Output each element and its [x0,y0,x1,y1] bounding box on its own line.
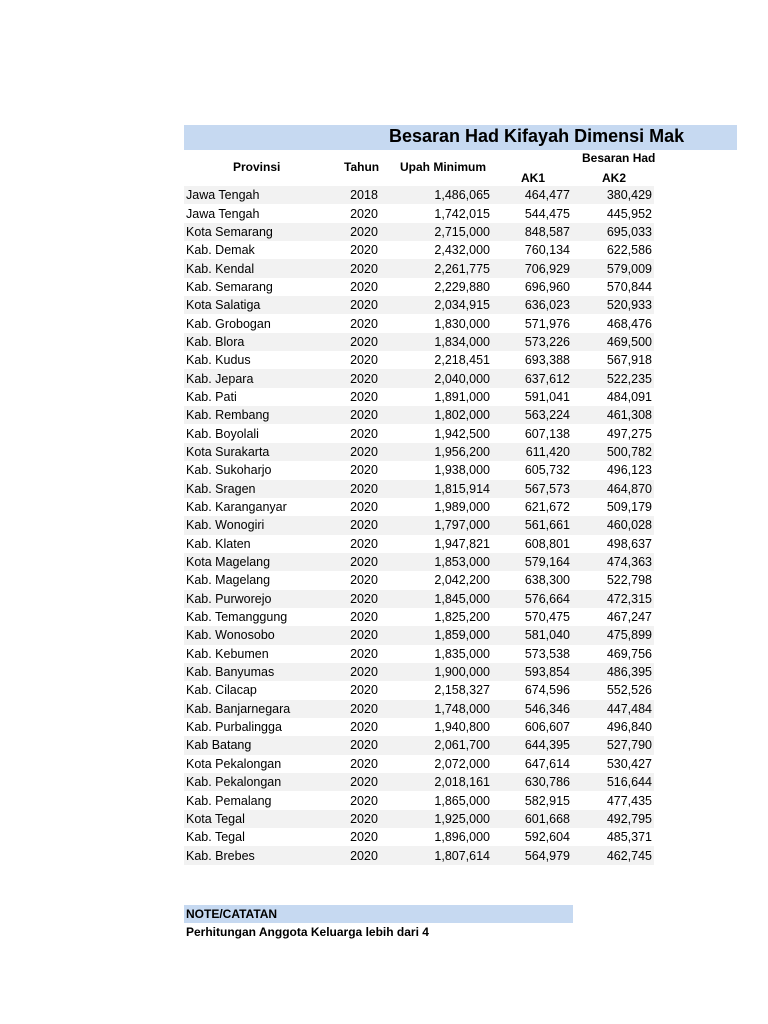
cell-provinsi: Kab. Klaten [186,536,251,551]
cell-upah-minimum: 1,815,914 [434,481,490,496]
cell-upah-minimum: 1,938,000 [434,463,490,478]
cell-provinsi: Kab. Banjarnegara [186,701,291,716]
cell-ak1: 567,573 [524,481,570,496]
table-row [184,443,654,461]
cell-tahun: 2020 [350,683,378,698]
cell-provinsi: Kab. Cilacap [186,683,257,698]
cell-provinsi: Kab. Pemalang [186,793,272,808]
cell-ak1: 591,041 [524,389,570,404]
cell-upah-minimum: 1,865,000 [434,793,490,808]
table-row [184,828,654,846]
table-row [184,223,654,241]
cell-tahun: 2020 [350,628,378,643]
cell-upah-minimum: 2,042,200 [434,573,490,588]
cell-provinsi: Kab. Kendal [186,261,255,276]
cell-ak2: 445,952 [606,206,652,221]
cell-tahun: 2020 [350,610,378,625]
table-row [184,626,654,644]
note-label: NOTE/CATATAN [184,905,573,923]
cell-ak2: 474,363 [606,555,652,570]
table-row [184,186,654,204]
cell-upah-minimum: 1,956,200 [434,444,490,459]
cell-tahun: 2020 [350,206,378,221]
cell-ak1: 647,614 [524,756,570,771]
cell-tahun: 2020 [350,738,378,753]
table-row [184,333,654,351]
cell-ak1: 576,664 [524,591,570,606]
cell-upah-minimum: 1,825,200 [434,610,490,625]
cell-provinsi: Kota Pekalongan [186,756,282,771]
cell-upah-minimum: 2,715,000 [434,224,490,239]
cell-tahun: 2020 [350,665,378,680]
cell-ak2: 380,429 [606,188,652,203]
cell-ak2: 552,526 [606,683,652,698]
cell-ak1: 608,801 [524,536,570,551]
cell-tahun: 2020 [350,646,378,661]
cell-provinsi: Kota Surakarta [186,444,270,459]
cell-tahun: 2020 [350,830,378,845]
cell-upah-minimum: 1,742,015 [434,206,490,221]
table-row [184,700,654,718]
cell-ak1: 582,915 [524,793,570,808]
table-row [184,241,654,259]
cell-ak2: 461,308 [606,408,652,423]
cell-provinsi: Kab. Kudus [186,353,251,368]
cell-ak1: 593,854 [524,665,570,680]
cell-tahun: 2020 [350,463,378,478]
cell-ak1: 564,979 [524,848,570,863]
table-row [184,755,654,773]
table-row [184,810,654,828]
cell-ak2: 530,427 [606,756,652,771]
cell-ak2: 527,790 [606,738,652,753]
cell-tahun: 2020 [350,811,378,826]
table-row [184,480,654,498]
cell-ak2: 509,179 [606,500,652,515]
cell-ak2: 477,435 [606,793,652,808]
cell-provinsi: Kab. Pekalongan [186,775,282,790]
cell-ak2: 622,586 [606,243,652,258]
table-row [184,369,654,387]
cell-upah-minimum: 1,853,000 [434,555,490,570]
cell-tahun: 2020 [350,573,378,588]
table-row [184,204,654,222]
table-row [184,351,654,369]
cell-tahun: 2020 [350,848,378,863]
cell-provinsi: Kab. Rembang [186,408,270,423]
cell-tahun: 2020 [350,701,378,716]
cell-provinsi: Kab. Blora [186,334,245,349]
cell-provinsi: Kab. Karanganyar [186,500,287,515]
table-row [184,553,654,571]
table-row [184,259,654,277]
cell-ak2: 485,371 [606,830,652,845]
table-row [184,736,654,754]
cell-ak2: 484,091 [606,389,652,404]
table-row [184,461,654,479]
cell-tahun: 2020 [350,444,378,459]
cell-ak2: 516,644 [606,775,652,790]
title-bar [184,125,737,150]
table-row [184,516,654,534]
cell-upah-minimum: 1,834,000 [434,334,490,349]
cell-provinsi: Kab. Demak [186,243,255,258]
cell-provinsi: Kab. Tegal [186,830,245,845]
cell-ak2: 447,484 [606,701,652,716]
table-row [184,535,654,553]
cell-ak1: 674,596 [524,683,570,698]
cell-ak1: 848,587 [524,224,570,239]
cell-provinsi: Kab. Banyumas [186,665,275,680]
cell-provinsi: Kab Batang [186,738,252,753]
cell-upah-minimum: 1,859,000 [434,628,490,643]
cell-upah-minimum: 1,797,000 [434,518,490,533]
header-ak2: AK2 [602,171,627,185]
cell-provinsi: Jawa Tengah [186,188,260,203]
table-row [184,406,654,424]
cell-provinsi: Kab. Grobogan [186,316,271,331]
cell-ak1: 464,477 [524,188,570,203]
cell-ak1: 606,607 [524,720,570,735]
cell-ak2: 472,315 [606,591,652,606]
header-tahun: Tahun [344,160,380,174]
table-row [184,388,654,406]
cell-ak1: 546,346 [524,701,570,716]
cell-ak2: 469,756 [606,646,652,661]
cell-tahun: 2020 [350,371,378,386]
cell-ak2: 496,840 [606,720,652,735]
cell-provinsi: Kab. Boyolali [186,426,259,441]
cell-ak2: 467,247 [606,610,652,625]
cell-tahun: 2020 [350,316,378,331]
cell-tahun: 2020 [350,481,378,496]
cell-tahun: 2020 [350,555,378,570]
cell-ak1: 563,224 [524,408,570,423]
cell-upah-minimum: 2,218,451 [434,353,490,368]
cell-ak2: 462,745 [606,848,652,863]
cell-upah-minimum: 1,830,000 [434,316,490,331]
table-row [184,314,654,332]
cell-tahun: 2020 [350,536,378,551]
cell-provinsi: Kab. Temanggung [186,610,288,625]
cell-tahun: 2020 [350,353,378,368]
cell-ak1: 621,672 [524,500,570,515]
cell-tahun: 2020 [350,591,378,606]
cell-upah-minimum: 2,061,700 [434,738,490,753]
cell-tahun: 2020 [350,775,378,790]
cell-ak2: 522,235 [606,371,652,386]
cell-upah-minimum: 1,835,000 [434,646,490,661]
cell-upah-minimum: 2,229,880 [434,279,490,294]
cell-tahun: 2020 [350,224,378,239]
cell-ak2: 520,933 [606,298,652,313]
cell-ak1: 630,786 [524,775,570,790]
cell-ak1: 579,164 [524,555,570,570]
cell-ak1: 573,226 [524,334,570,349]
cell-tahun: 2020 [350,408,378,423]
cell-upah-minimum: 2,034,915 [434,298,490,313]
cell-ak2: 695,033 [606,224,652,239]
cell-provinsi: Kab. Purworejo [186,591,272,606]
cell-tahun: 2020 [350,279,378,294]
cell-ak1: 592,604 [524,830,570,845]
cell-upah-minimum: 1,896,000 [434,830,490,845]
table-row [184,296,654,314]
cell-provinsi: Kab. Sukoharjo [186,463,272,478]
cell-tahun: 2018 [350,188,378,203]
cell-ak2: 475,899 [606,628,652,643]
cell-upah-minimum: 1,807,614 [434,848,490,863]
cell-ak2: 579,009 [606,261,652,276]
cell-tahun: 2020 [350,720,378,735]
header-ak1: AK1 [521,171,546,185]
cell-ak1: 706,929 [524,261,570,276]
cell-provinsi: Jawa Tengah [186,206,260,221]
cell-tahun: 2020 [350,298,378,313]
cell-provinsi: Kota Salatiga [186,298,261,313]
cell-upah-minimum: 2,018,161 [434,775,490,790]
cell-provinsi: Kab. Semarang [186,279,273,294]
cell-upah-minimum: 2,261,775 [434,261,490,276]
cell-tahun: 2020 [350,389,378,404]
cell-tahun: 2020 [350,500,378,515]
table-row [184,846,654,864]
cell-ak2: 497,275 [606,426,652,441]
note-text: Perhitungan Anggota Keluarga lebih dari 4 [186,925,429,939]
cell-provinsi: Kota Tegal [186,811,245,826]
cell-ak1: 637,612 [524,371,570,386]
table-row [184,424,654,442]
cell-upah-minimum: 1,942,500 [434,426,490,441]
cell-ak2: 460,028 [606,518,652,533]
cell-provinsi: Kab. Pati [186,389,237,404]
cell-provinsi: Kab. Purbalingga [186,720,282,735]
cell-ak1: 581,040 [524,628,570,643]
table-row [184,278,654,296]
table-row [184,645,654,663]
cell-upah-minimum: 1,748,000 [434,701,490,716]
cell-ak2: 570,844 [606,279,652,294]
cell-provinsi: Kota Magelang [186,555,271,570]
cell-upah-minimum: 1,989,000 [434,500,490,515]
table-row [184,718,654,736]
cell-tahun: 2020 [350,793,378,808]
cell-ak2: 500,782 [606,444,652,459]
cell-ak1: 638,300 [524,573,570,588]
cell-ak1: 636,023 [524,298,570,313]
cell-ak1: 570,475 [524,610,570,625]
cell-tahun: 2020 [350,334,378,349]
table-row [184,681,654,699]
cell-upah-minimum: 1,947,821 [434,536,490,551]
cell-upah-minimum: 1,486,065 [434,188,490,203]
table-title: Besaran Had Kifayah Dimensi Mak [389,126,685,146]
cell-upah-minimum: 1,925,000 [434,811,490,826]
cell-provinsi: Kab. Magelang [186,573,271,588]
data-table [184,186,654,865]
cell-ak2: 469,500 [606,334,652,349]
cell-tahun: 2020 [350,518,378,533]
cell-ak1: 693,388 [524,353,570,368]
cell-ak1: 611,420 [525,444,570,459]
cell-ak1: 605,732 [524,463,570,478]
header-provinsi: Provinsi [233,160,281,174]
table-row [184,571,654,589]
cell-ak2: 567,918 [606,353,652,368]
cell-ak1: 573,538 [524,646,570,661]
table-row [184,773,654,791]
cell-ak2: 486,395 [606,665,652,680]
cell-ak1: 561,661 [524,518,570,533]
header-besaran-had: Besaran Had [582,151,656,165]
cell-upah-minimum: 1,802,000 [434,408,490,423]
cell-provinsi: Kab. Wonosobo [186,628,275,643]
cell-provinsi: Kab. Brebes [186,848,255,863]
cell-tahun: 2020 [350,756,378,771]
table-row [184,791,654,809]
cell-upah-minimum: 2,158,327 [434,683,490,698]
cell-ak2: 492,795 [606,811,652,826]
cell-tahun: 2020 [350,261,378,276]
cell-ak1: 760,134 [524,243,570,258]
cell-ak2: 464,870 [606,481,652,496]
table-row [184,498,654,516]
cell-ak1: 601,668 [524,811,570,826]
table-row [184,663,654,681]
cell-ak1: 544,475 [524,206,570,221]
cell-ak1: 571,976 [524,316,570,331]
cell-ak2: 496,123 [606,463,652,478]
cell-ak2: 498,637 [606,536,652,551]
cell-upah-minimum: 2,432,000 [434,243,490,258]
cell-upah-minimum: 1,891,000 [434,389,490,404]
cell-ak2: 468,476 [606,316,652,331]
header-upah-minimum: Upah Minimum [400,160,486,174]
cell-tahun: 2020 [350,426,378,441]
cell-provinsi: Kab. Kebumen [186,646,269,661]
cell-upah-minimum: 1,845,000 [434,591,490,606]
cell-provinsi: Kab. Wonogiri [186,518,265,533]
cell-upah-minimum: 2,072,000 [434,756,490,771]
cell-tahun: 2020 [350,243,378,258]
table-row [184,608,654,626]
cell-ak1: 607,138 [524,426,570,441]
cell-upah-minimum: 2,040,000 [434,371,490,386]
cell-ak1: 644,395 [524,738,570,753]
table-row [184,590,654,608]
cell-provinsi: Kab. Jepara [186,371,254,386]
cell-upah-minimum: 1,900,000 [434,665,490,680]
cell-provinsi: Kab. Sragen [186,481,256,496]
cell-provinsi: Kota Semarang [186,224,273,239]
cell-ak2: 522,798 [606,573,652,588]
cell-upah-minimum: 1,940,800 [434,720,490,735]
cell-ak1: 696,960 [524,279,570,294]
